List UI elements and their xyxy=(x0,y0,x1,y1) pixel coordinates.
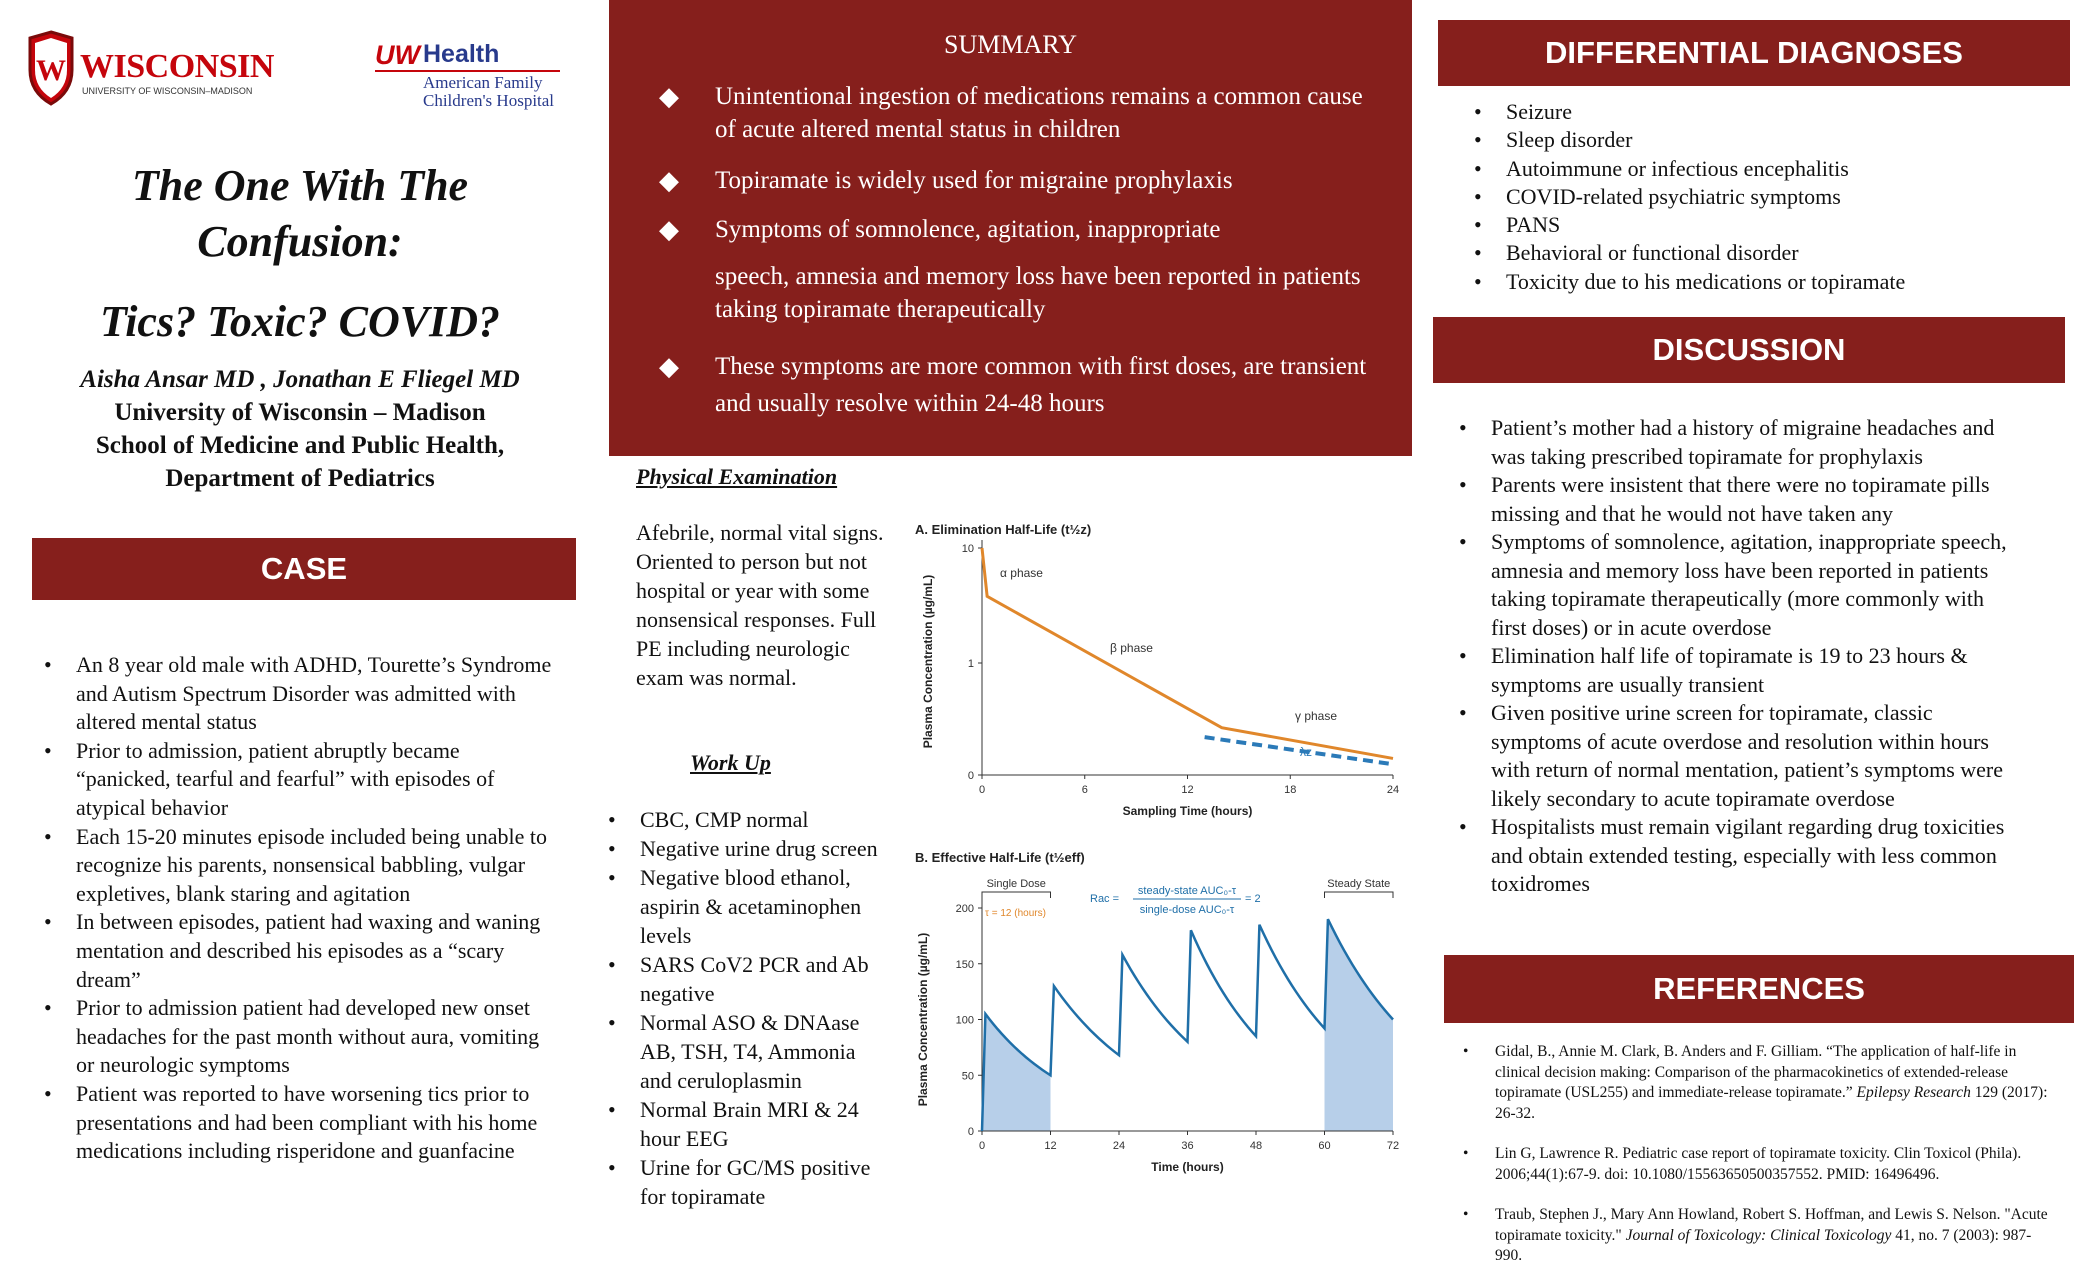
chart-a-title: A. Elimination Half-Life (t½z) xyxy=(915,522,1092,537)
workup-item: • Normal ASO & DNAase AB, TSH, T4, Ammonia and ceruloplasmin xyxy=(608,1008,890,1095)
chart-a-x-tick-label: 18 xyxy=(1284,784,1297,796)
uwhealth-health: Health xyxy=(423,40,500,68)
differential-item: • COVID-related psychiatric symptoms xyxy=(1474,183,2054,211)
chart-b-x-tick-label: 48 xyxy=(1249,1140,1263,1152)
summary-item xyxy=(659,80,1379,146)
uwhealth-logo xyxy=(375,40,565,115)
chart-b-y-tick-label: 200 xyxy=(955,903,974,915)
differential-item: • Seizure xyxy=(1474,98,2054,126)
summary-item xyxy=(659,213,1379,326)
chart-elimination-half-life xyxy=(905,510,1415,825)
diamond-icon: ◆ xyxy=(659,352,679,381)
author-names: Aisha Ansar MD , Jonathan E Fliegel MD xyxy=(80,366,520,393)
diamond-icon: ◆ xyxy=(659,166,679,195)
chart-b-x-tick-label: 0 xyxy=(978,1140,986,1152)
reference-item: • Gidal, B., Annie M. Clark, B. Anders and F. Gilliam. “The application of half-life in clinical decision making: Comparison of the pharmacokinetics of extended-release topiramate (USL255) and immediate-release topiramate.” Epilepsy Research 129 (2017): 26-32. xyxy=(1463,1042,2048,1124)
workup-item: • Negative blood ethanol, aspirin & acetaminophen levels xyxy=(608,863,890,950)
discussion-item: • Given positive urine screen for topiramate, classic symptoms of acute overdose and resolution within hours with return of normal mentation, patient’s symptoms were likely secondary to acute topiramate overdose xyxy=(1459,699,2019,813)
chart-b-auc-area xyxy=(1325,919,1394,1131)
case-item: • Prior to admission patient had developed new onset headaches for the past month without aura, vomiting or neurologic symptoms xyxy=(44,994,554,1080)
workup-item: • Negative urine drug screen xyxy=(608,834,890,863)
discussion-list xyxy=(1459,414,2019,899)
uw-subtitle: UNIVERSITY OF WISCONSIN–MADISON xyxy=(82,86,253,96)
discussion-item: • Hospitalists must remain vigilant regarding drug toxicities and obtain extended testing, especially with less common toxidromes xyxy=(1459,813,2019,899)
chart-b-y-tick-label: 100 xyxy=(955,1014,974,1027)
case-item: • An 8 year old male with ADHD, Tourette’s Syndrome and Autism Spectrum Disorder was admitted with altered mental status xyxy=(44,651,554,737)
affiliation-2: School of Medicine and Public Health, xyxy=(95,432,505,459)
authors-block xyxy=(20,363,580,495)
exam-heading: Physical Examination xyxy=(636,464,838,489)
poster-title xyxy=(20,158,580,350)
workup-heading: Work Up xyxy=(690,750,771,775)
uwhealth-rule xyxy=(375,70,560,72)
chart-a-y-label: Plasma Concentration (µg/mL) xyxy=(921,574,935,749)
chart-a-annotation: γ phase xyxy=(1295,709,1338,723)
chart-b-y-tick-label: 50 xyxy=(961,1070,974,1083)
uw-wordmark: WISCONSIN xyxy=(80,48,274,85)
chart-b-x-label: Time (hours) xyxy=(1151,1160,1224,1174)
chart-effective-half-life xyxy=(905,838,1415,1178)
chart-a-y-tick-label: 1 xyxy=(967,658,974,670)
differential-heading: DIFFERENTIAL DIAGNOSES xyxy=(1438,20,2070,86)
chart-a-annotation: β phase xyxy=(1110,641,1153,655)
chart-a-x-tick-label: 12 xyxy=(1181,784,1194,796)
workup-item: • CBC, CMP normal xyxy=(608,805,890,834)
case-item: • Each 15-20 minutes episode included being unable to recognize his parents, nonsensical babbling, vulgar expletives, blank staring and agitation xyxy=(44,823,554,909)
differential-item: • Autoimmune or infectious encephalitis xyxy=(1474,155,2054,183)
case-item: • In between episodes, patient had waxing and waning mentation and described his episodes as a “scary dream” xyxy=(44,908,554,994)
affiliation-3: Department of Pediatrics xyxy=(165,465,435,492)
summary-text-3: Symptoms of somnolence, agitation, inappropriate xyxy=(715,216,1221,243)
uwhealth-uw: UW xyxy=(375,40,420,70)
diamond-icon: ◆ xyxy=(659,215,679,244)
case-list xyxy=(44,651,554,1166)
chart-b-y-label: Plasma Concentration (µg/mL) xyxy=(916,932,930,1107)
chart-b-auc-area xyxy=(982,1014,1051,1131)
references-list xyxy=(1463,1042,2048,1267)
reference-item: • Lin G, Lawrence R. Pediatric case report of topiramate toxicity. Clin Toxicol (Phila). 2006;44(1):67-9. doi: 10.1080/15563650500357552. PMID: 16496496. xyxy=(1463,1144,2048,1185)
uw-logo xyxy=(26,30,274,108)
chart-a-x-tick-label: 24 xyxy=(1386,784,1400,796)
workup-item: • Urine for GC/MS positive for topiramate xyxy=(608,1153,890,1211)
reference-item: • Traub, Stephen J., Mary Ann Howland, Robert S. Hoffman, and Lewis S. Nelson. "Acute topiramate toxicity." Journal of Toxicology: Clinical Toxicology 41, no. 7 (2003): 987-990. xyxy=(1463,1205,2048,1267)
chart-b-y-tick-label: 0 xyxy=(967,1126,974,1138)
chart-a-series-line xyxy=(982,548,1393,758)
exam-text: Afebrile, normal vital signs. Oriented to person but not hospital or year with some nonsensical responses. Full PE including neurologic exam was normal. xyxy=(636,520,884,690)
discussion-item: • Parents were insistent that there were no topiramate pills missing and that he would not have taken any xyxy=(1459,471,2019,528)
chart-b-x-tick-label: 12 xyxy=(1044,1140,1057,1152)
summary-heading: SUMMARY xyxy=(944,30,1077,59)
chart-a-annotation: α phase xyxy=(1000,566,1043,580)
chart-b-x-tick-label: 72 xyxy=(1386,1140,1400,1152)
differential-item: • Toxicity due to his medications or topiramate xyxy=(1474,268,2054,296)
chart-b-steady-state-bracket xyxy=(1325,892,1394,898)
differential-item: • Sleep disorder xyxy=(1474,126,2054,154)
chart-b-y-tick-label: 150 xyxy=(955,958,974,971)
summary-item xyxy=(659,164,1379,197)
workup-item: • SARS CoV2 PCR and Ab negative xyxy=(608,950,890,1008)
discussion-item: • Elimination half life of topiramate is 19 to 23 hours & symptoms are usually transient xyxy=(1459,642,2019,699)
summary-item xyxy=(659,348,1379,422)
title-line-2: Confusion: xyxy=(197,217,403,266)
chart-a-annotation: λz xyxy=(1300,745,1312,759)
summary-text-3-cont: speech, amnesia and memory loss have been reported in patients taking topiramate therapeutically xyxy=(715,263,1361,323)
chart-b-rac-denominator: single-dose AUC₀-τ xyxy=(1139,904,1235,916)
discussion-item: • Symptoms of somnolence, agitation, inappropriate speech, amnesia and memory loss have been reported in patients taking topiramate therapeutically (more commonly with first doses) or in acute overdose xyxy=(1459,528,2019,642)
summary-panel xyxy=(609,0,1412,456)
uwhealth-line1: American Family xyxy=(423,73,543,92)
differential-list xyxy=(1474,98,2054,296)
affiliation-1: University of Wisconsin – Madison xyxy=(114,399,486,426)
differential-item: • PANS xyxy=(1474,211,2054,239)
chart-a-x-tick-label: 6 xyxy=(1081,784,1088,796)
case-heading: CASE xyxy=(32,538,576,600)
chart-b-x-tick-label: 24 xyxy=(1112,1140,1126,1152)
chart-b-rac-numerator: steady-state AUC₀-τ xyxy=(1137,885,1237,897)
chart-a-y-tick-label: 0 xyxy=(967,770,974,782)
diamond-icon: ◆ xyxy=(659,82,679,111)
differential-item: • Behavioral or functional disorder xyxy=(1474,239,2054,267)
chart-b-rac-label: Rac = xyxy=(1090,893,1120,905)
workup-item: • Normal Brain MRI & 24 hour EEG xyxy=(608,1095,890,1153)
references-heading: REFERENCES xyxy=(1444,955,2074,1023)
workup-list xyxy=(608,805,890,1211)
chart-b-x-tick-label: 36 xyxy=(1181,1140,1194,1152)
summary-text-2: Topiramate is widely used for migraine prophylaxis xyxy=(715,167,1233,194)
title-line-3: Tics? Toxic? COVID? xyxy=(99,297,501,346)
chart-b-rac-value: = 2 xyxy=(1245,893,1261,905)
chart-b-steady-state-label: Steady State xyxy=(1327,878,1391,890)
summary-text-4: These symptoms are more common with first doses, are transient and usually resolve within 24-48 hours xyxy=(715,353,1367,417)
case-item: • Patient was reported to have worsening tics prior to presentations and had been compliant with his home medications including risperidone and guanfacine xyxy=(44,1080,554,1166)
uwhealth-line2: Children's Hospital xyxy=(423,91,555,110)
case-item: • Prior to admission, patient abruptly became “panicked, tearful and fearful” with episodes of atypical behavior xyxy=(44,737,554,823)
chart-a-x-label: Sampling Time (hours) xyxy=(1122,804,1253,818)
chart-b-tau-label: τ = 12 (hours) xyxy=(985,908,1046,919)
chart-b-title: B. Effective Half-Life (t½eff) xyxy=(915,850,1085,865)
summary-text-1: Unintentional ingestion of medications remains a common cause of acute altered mental status in children xyxy=(715,83,1363,143)
chart-b-x-tick-label: 60 xyxy=(1318,1140,1331,1152)
chart-a-y-tick-label: 10 xyxy=(961,543,974,555)
uw-crest-icon xyxy=(26,30,76,106)
chart-a-x-tick-label: 0 xyxy=(978,784,986,796)
chart-b-single-dose-bracket xyxy=(982,892,1051,898)
discussion-heading: DISCUSSION xyxy=(1433,317,2065,383)
chart-b-single-dose-label: Single Dose xyxy=(986,878,1046,890)
svg-text:W: W xyxy=(36,54,66,87)
title-line-1: The One With The xyxy=(131,161,469,210)
discussion-item: • Patient’s mother had a history of migraine headaches and was taking prescribed topiramate for prophylaxis xyxy=(1459,414,2019,471)
